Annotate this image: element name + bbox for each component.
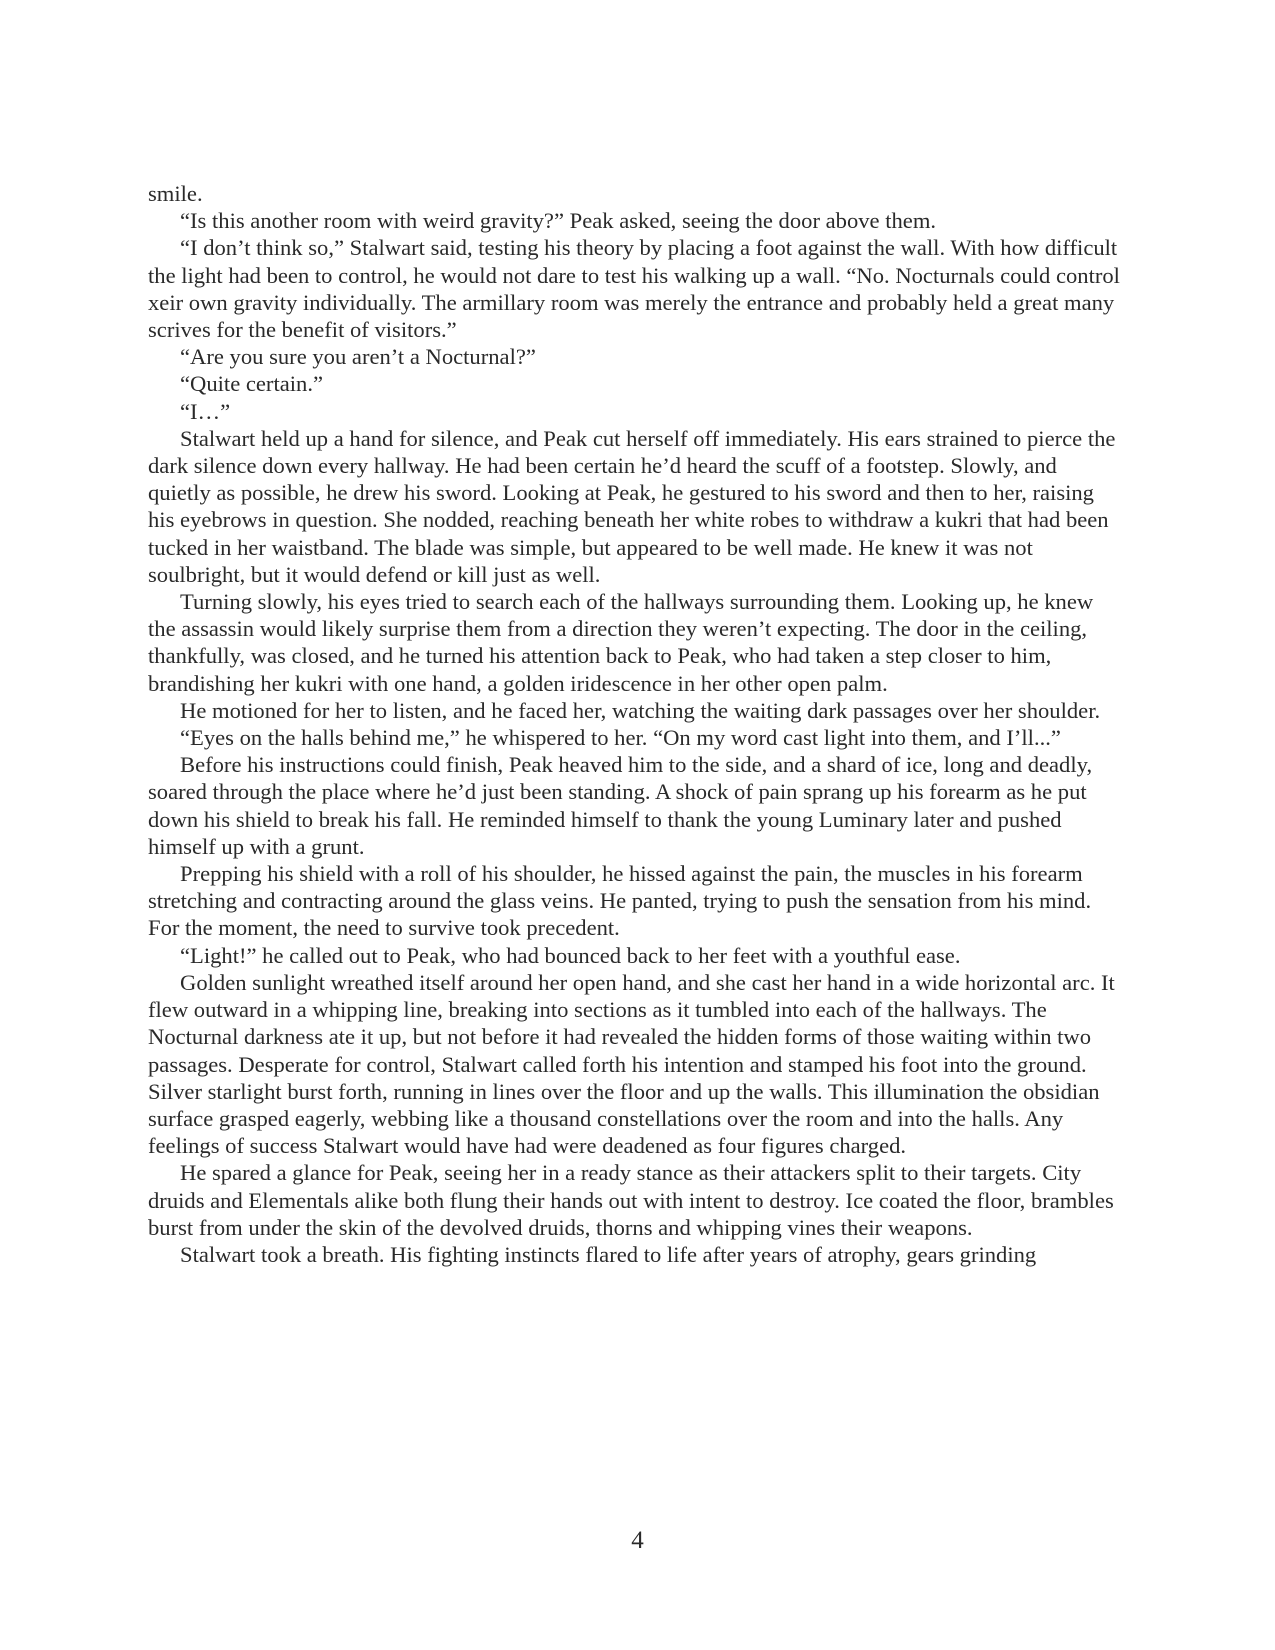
paragraph: Golden sunlight wreathed itself around her open hand, and she cast her hand in a wide horizontal arc. It flew outward in a whipping line, breaking into sections as it tumbled into each of the hallways. The Nocturnal darkness ate it up, but not before it had revealed the hidden forms of those waiting within two passages. Desperate for control, Stalwart called forth his intention and stamped his foot into the ground. Silver starlight burst forth, running in lines over the floor and up the walls. This illumination the obsidian surface grasped eagerly, webbing like a thousand constellations over the room and into the halls. Any feelings of success Stalwart would have had were deadened as four figures charged. xyxy=(148,969,1115,1159)
paragraph: Before his instructions could finish, Peak heaved him to the side, and a shard of ice, long and deadly, soared through the place where he’d just been standing. A shock of pain sprang up his forearm as he put down his shield to break his fall. He reminded himself to thank the young Luminary later and pushed himself up with a grunt. xyxy=(148,752,1093,859)
paragraph: smile. xyxy=(148,181,203,206)
paragraph: Stalwart held up a hand for silence, and Peak cut herself off immediately. His ears strained to pierce the dark silence down every hallway. He had been certain he’d heard the scuff of a footstep. Slowly, and quietly as possible, he drew his sword. Looking at Peak, he gestured to his sword and then to her, raising his eyebrows in question. She nodded, reaching beneath her white robes to withdraw a kukri that had been tucked in her waistband. The blade was simple, but appeared to be well made. He knew it was not soulbright, but it would defend or kill just as well. xyxy=(148,425,1116,587)
paragraph: “Are you sure you aren’t a Nocturnal?” xyxy=(180,344,536,370)
paragraph: Prepping his shield with a roll of his shoulder, he hissed against the pain, the muscles in his forearm stretching and contracting around the glass veins. He panted, trying to push the sensation from his mind. For the moment, the need to survive took precedent. xyxy=(148,861,1092,941)
page-number: 4 xyxy=(631,1527,644,1554)
paragraph: “Light!” he called out to Peak, who had bounced back to her feet with a youthful ease. xyxy=(180,942,961,968)
paragraph: He spared a glance for Peak, seeing her in a ready stance as their attackers split to their targets. City druids and Elementals alike both flung their hands out with intent to destroy. Ice coated the floor, brambles burst from under the skin of the devolved druids, thorns and whipping vines their weapons. xyxy=(148,1160,1114,1240)
paragraph: “I don’t think so,” Stalwart said, testing his theory by placing a foot against the wall. With how difficult the light had been to control, he would not dare to test his walking up a wall. “No. Nocturnals could control xeir own gravity individually. The armillary room was merely the entrance and probably held a great many scrives for the benefit of visitors.” xyxy=(148,235,1120,343)
paragraph: “Quite certain.” xyxy=(180,371,324,397)
paragraph: He motioned for her to listen, and he faced her, watching the waiting dark passages over her shoulder. xyxy=(180,697,1101,723)
paragraph: “Is this another room with weird gravity?” Peak asked, seeing the door above them. xyxy=(180,208,937,234)
paragraph: Stalwart took a breath. His fighting instincts flared to life after years of atrophy, gears grinding xyxy=(180,1241,1037,1267)
body-text xyxy=(148,180,1123,1268)
paragraph: Turning slowly, his eyes tried to search each of the hallways surrounding them. Looking up, he knew the assassin would likely surprise them from a direction they weren’t expecting. The door in the ceiling, thankfully, was closed, and he turned his attention back to Peak, who had taken a step closer to him, brandishing her kukri with one hand, a golden iridescence in her other open palm. xyxy=(148,589,1094,696)
paragraph: “Eyes on the halls behind me,” he whispered to her. “On my word cast light into them, and I’ll...” xyxy=(180,725,1061,751)
paragraph: “I…” xyxy=(180,398,231,424)
